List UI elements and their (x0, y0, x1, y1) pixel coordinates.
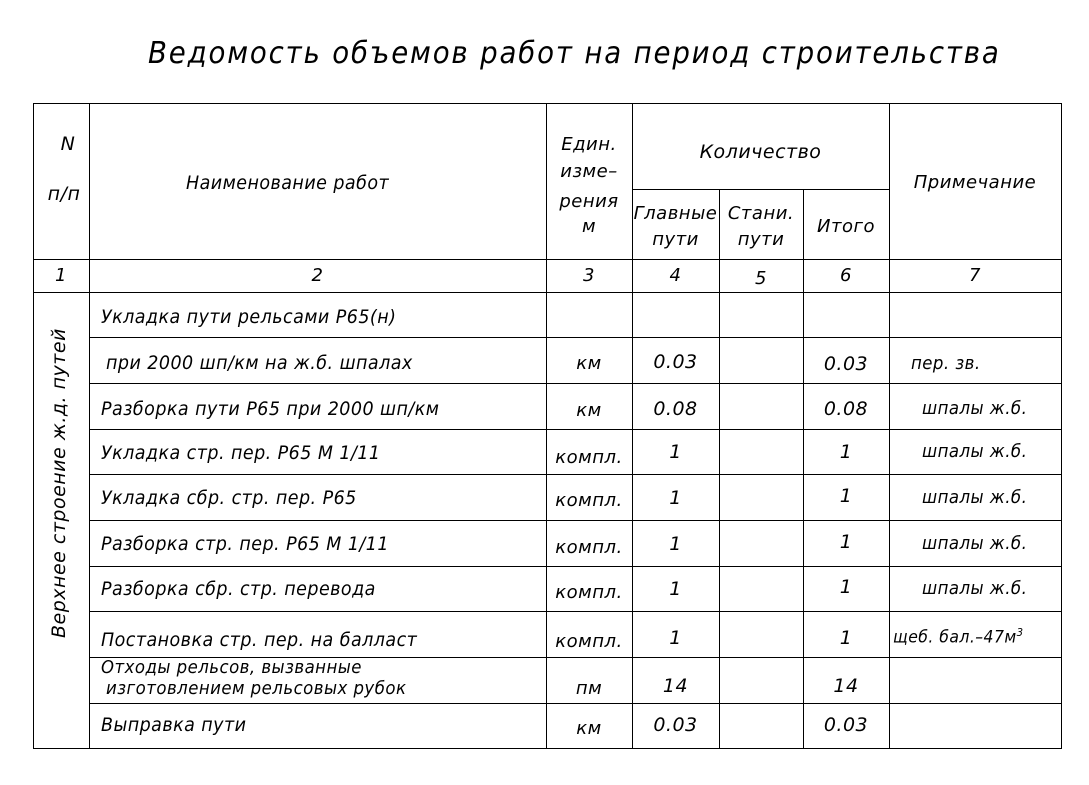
row-main: 0.03 (653, 351, 698, 373)
header-unit-line: рения (559, 191, 619, 212)
row-total: 14 (833, 675, 859, 697)
row-unit: компл. (555, 582, 623, 603)
row-main: 0.03 (653, 714, 698, 736)
row-name: Разборка пути Р65 при 2000 шп/км (101, 398, 440, 420)
header-bottom-line (33, 259, 1062, 260)
quantity-divider (632, 189, 889, 190)
row-name: при 2000 шп/км на ж.б. шпалах (106, 352, 413, 374)
row-line (89, 383, 1062, 384)
page-title: Ведомость объемов работ на период строительства (148, 36, 1001, 71)
table-border-right (1061, 103, 1062, 749)
row-line (89, 337, 1062, 338)
row-total: 1 (839, 627, 853, 649)
row-name: Укладка пути рельсами Р65(н) (101, 306, 397, 328)
col-line (632, 103, 633, 749)
row-unit: км (576, 353, 602, 374)
row-main: 1 (669, 533, 682, 555)
row-total: 1 (839, 531, 853, 553)
header-unit-line: Един. (561, 134, 617, 155)
header-station-line: Стани. (727, 203, 795, 224)
row-line (89, 429, 1062, 430)
table-border-top (33, 103, 1062, 104)
row-note-sup: 3 (1016, 626, 1024, 639)
row-note: шпалы ж.б. (922, 398, 1028, 419)
header-unit-line: изме– (560, 161, 618, 182)
row-total: 1 (839, 576, 853, 598)
header-quantity: Количество (699, 141, 822, 163)
row-total: 0.03 (823, 353, 869, 375)
row-name-line: изготовлением рельсовых рубок (106, 678, 407, 699)
row-unit: компл. (555, 447, 623, 468)
header-unit-line: м (581, 216, 597, 237)
header-name: Наименование работ (186, 172, 390, 194)
row-note: шпалы ж.б. (922, 533, 1028, 554)
row-main: 1 (669, 441, 682, 463)
col-number: 4 (669, 265, 682, 286)
row-unit: компл. (555, 490, 623, 511)
table-border-bottom (33, 748, 1062, 749)
row-note: шпалы ж.б. (922, 487, 1028, 508)
col-number: 3 (583, 265, 595, 286)
row-main: 1 (669, 487, 682, 509)
row-name: Постановка стр. пер. на балласт (101, 629, 418, 651)
row-name: Разборка сбр. стр. перевода (101, 578, 376, 600)
row-name: Укладка стр. пер. Р65 М 1/11 (101, 442, 381, 464)
col-number: 2 (311, 265, 324, 286)
group-label: Верхнее строение ж.д. путей (48, 328, 70, 638)
row-main: 1 (669, 627, 682, 649)
colnum-bottom-line (33, 292, 1062, 293)
row-line (89, 474, 1062, 475)
row-unit: компл. (555, 631, 623, 652)
row-line (89, 520, 1062, 521)
row-unit: компл. (555, 537, 623, 558)
header-num-bottom: п/п (47, 183, 81, 205)
row-note: пер. зв. (911, 353, 981, 374)
row-name: Разборка стр. пер. Р65 М 1/11 (101, 533, 389, 555)
row-line (89, 703, 1062, 704)
row-unit: пм (575, 678, 603, 699)
col-number: 7 (969, 265, 981, 286)
header-main-line: пути (652, 229, 699, 250)
header-note: Примечание (913, 172, 1037, 193)
row-unit: км (576, 718, 602, 739)
row-name-line: Отходы рельсов, вызванные (101, 657, 362, 678)
row-line (89, 611, 1062, 612)
row-main: 0.08 (653, 398, 698, 420)
row-main: 14 (662, 675, 689, 697)
col-number: 6 (840, 265, 852, 286)
row-note-text: щеб. бал.–47м (893, 627, 1017, 648)
row-note: шпалы ж.б. (922, 578, 1028, 599)
row-unit: км (576, 400, 602, 421)
row-note (893, 626, 1024, 648)
col-line (889, 103, 890, 749)
row-total: 0.08 (823, 398, 869, 420)
row-note: шпалы ж.б. (922, 441, 1028, 462)
row-total: 0.03 (823, 714, 869, 736)
header-station-line: пути (737, 229, 785, 250)
col-number: 1 (55, 265, 67, 286)
row-name: Выправка пути (101, 714, 247, 736)
row-total: 1 (839, 485, 853, 507)
col-number: 5 (755, 268, 767, 289)
header-main-line: Главные (633, 203, 718, 224)
header-num-top: N (60, 133, 76, 155)
row-name: Укладка сбр. стр. пер. Р65 (101, 487, 357, 509)
header-total: Итого (817, 216, 875, 237)
row-total: 1 (839, 441, 853, 463)
row-main: 1 (669, 578, 682, 600)
row-line (89, 566, 1062, 567)
